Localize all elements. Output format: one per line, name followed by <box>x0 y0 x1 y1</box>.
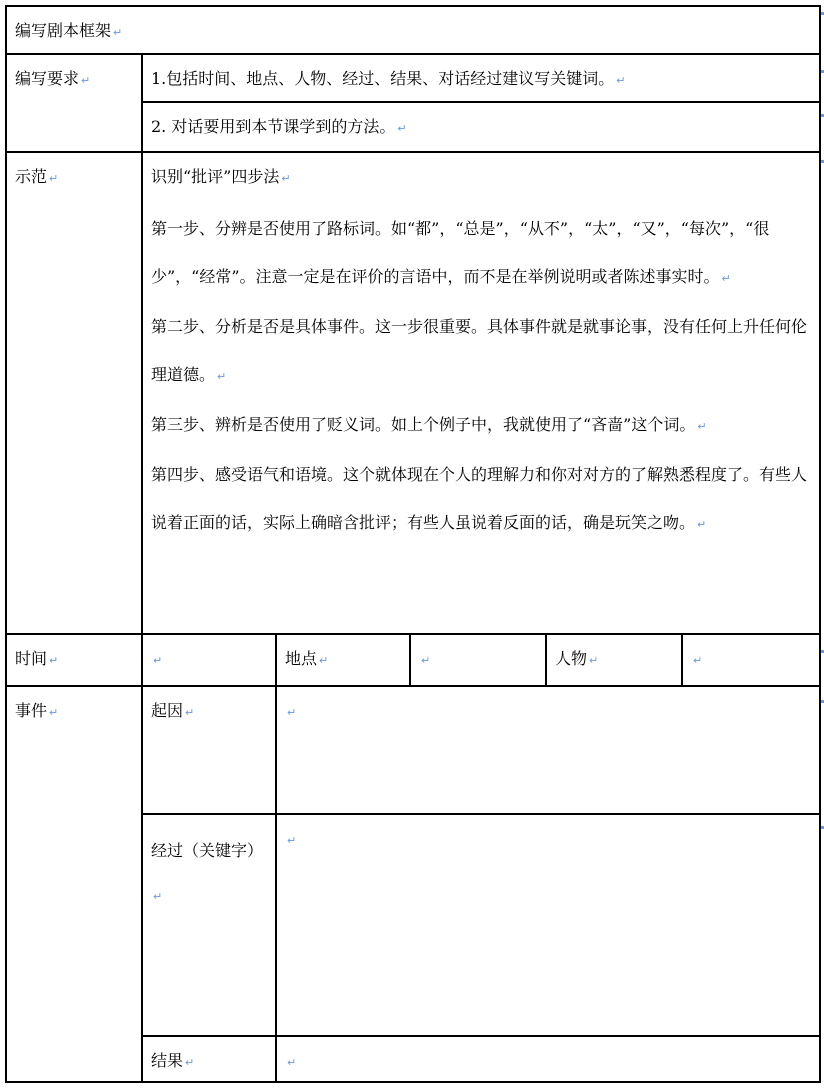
paragraph-mark-icon: ↵ <box>49 706 59 719</box>
paragraph-mark-icon: ↵ <box>281 172 291 185</box>
paragraph-mark-icon: ↵ <box>697 420 707 433</box>
paragraph-mark-icon: ↵ <box>81 74 91 87</box>
process-label: 经过（关键字） <box>151 841 264 860</box>
demo-label: 示范 <box>15 167 48 186</box>
requirements-label-cell <box>6 54 142 152</box>
requirements-label: 编写要求 <box>15 69 80 88</box>
time-value-cell[interactable] <box>142 634 276 686</box>
demo-step-2-paragraph <box>151 303 811 401</box>
paragraph-mark-icon: ↵ <box>185 706 195 719</box>
paragraph-mark-icon: ↵ <box>217 370 227 383</box>
paragraph-mark-icon: ↵ <box>153 890 163 903</box>
paragraph-mark-icon: ↵ <box>49 654 59 667</box>
paragraph-mark-icon: ↵ <box>421 654 431 667</box>
paragraph-mark-icon: ↵ <box>697 518 707 531</box>
place-value-cell[interactable] <box>410 634 546 686</box>
demo-step-2: 第二步、分析是否是具体事件。这一步很重要。具体事件就是就事论事，没有任何上升任何伦理道德。 <box>151 317 808 384</box>
demo-heading-paragraph <box>151 167 811 189</box>
cause-label: 起因 <box>151 701 184 720</box>
paragraph-mark-icon: ↵ <box>693 654 703 667</box>
table-title: 编写剧本框架 <box>15 21 112 40</box>
paragraph-mark-icon: ↵ <box>49 172 59 185</box>
demo-content-cell <box>142 152 820 634</box>
demo-step-4-paragraph <box>151 451 811 549</box>
process-label-cell <box>142 814 276 1036</box>
result-label: 结果 <box>151 1051 184 1070</box>
paragraph-mark-icon: ↵ <box>589 654 599 667</box>
place-label-cell <box>276 634 410 686</box>
process-value-cell[interactable] <box>276 814 820 1036</box>
demo-step-1: 第一步、分辨是否使用了路标词。如“都”，“总是”，“从不”，“太”，“又”，“每次”，“很少”，“经常”。注意一定是在评价的言语中，而不是在举例说明或者陈述事实时。 <box>151 219 770 286</box>
result-value-cell[interactable] <box>276 1036 820 1082</box>
time-label-cell <box>6 634 142 686</box>
event-label-cell <box>6 686 142 1082</box>
requirement-item-1-cell <box>142 54 820 102</box>
demo-step-3: 第三步、辨析是否使用了贬义词。如上个例子中，我就使用了“吝啬”这个词。 <box>151 415 696 434</box>
requirement-item-2: 2. 对话要用到本节课学到的方法。 <box>151 117 396 136</box>
event-label: 事件 <box>15 701 48 720</box>
people-label-cell <box>546 634 682 686</box>
requirement-item-1: 1.包括时间、地点、人物、经过、结果、对话经过建议写关键词。 <box>151 69 615 88</box>
paragraph-mark-icon: ↵ <box>616 74 626 87</box>
people-label: 人物 <box>555 649 588 668</box>
demo-label-cell <box>6 152 142 634</box>
table-title-cell <box>6 6 820 54</box>
demo-step-4: 第四步、感受语气和语境。这个就体现在个人的理解力和你对对方的了解熟悉程度了。有些人说着正面的话，实际上确暗含批评；有些人虽说着反面的话，确是玩笑之吻。 <box>151 465 808 532</box>
place-label: 地点 <box>285 649 318 668</box>
paragraph-mark-icon: ↵ <box>287 706 297 719</box>
cause-value-cell[interactable] <box>276 686 820 814</box>
time-label: 时间 <box>15 649 48 668</box>
requirement-item-2-cell <box>142 102 820 152</box>
paragraph-mark-icon: ↵ <box>287 1056 297 1069</box>
paragraph-mark-icon: ↵ <box>721 272 731 285</box>
paragraph-mark-icon: ↵ <box>113 26 123 39</box>
paragraph-mark-icon: ↵ <box>153 654 163 667</box>
cause-label-cell <box>142 686 276 814</box>
demo-step-1-paragraph <box>151 205 811 303</box>
people-value-cell[interactable] <box>682 634 820 686</box>
demo-heading: 识别“批评”四步法 <box>151 167 280 186</box>
script-framework-table <box>5 5 821 1083</box>
demo-step-3-paragraph <box>151 401 811 451</box>
paragraph-mark-icon: ↵ <box>287 834 297 847</box>
paragraph-mark-icon: ↵ <box>319 654 329 667</box>
result-label-cell <box>142 1036 276 1082</box>
paragraph-mark-icon: ↵ <box>397 122 407 135</box>
paragraph-mark-icon: ↵ <box>185 1056 195 1069</box>
